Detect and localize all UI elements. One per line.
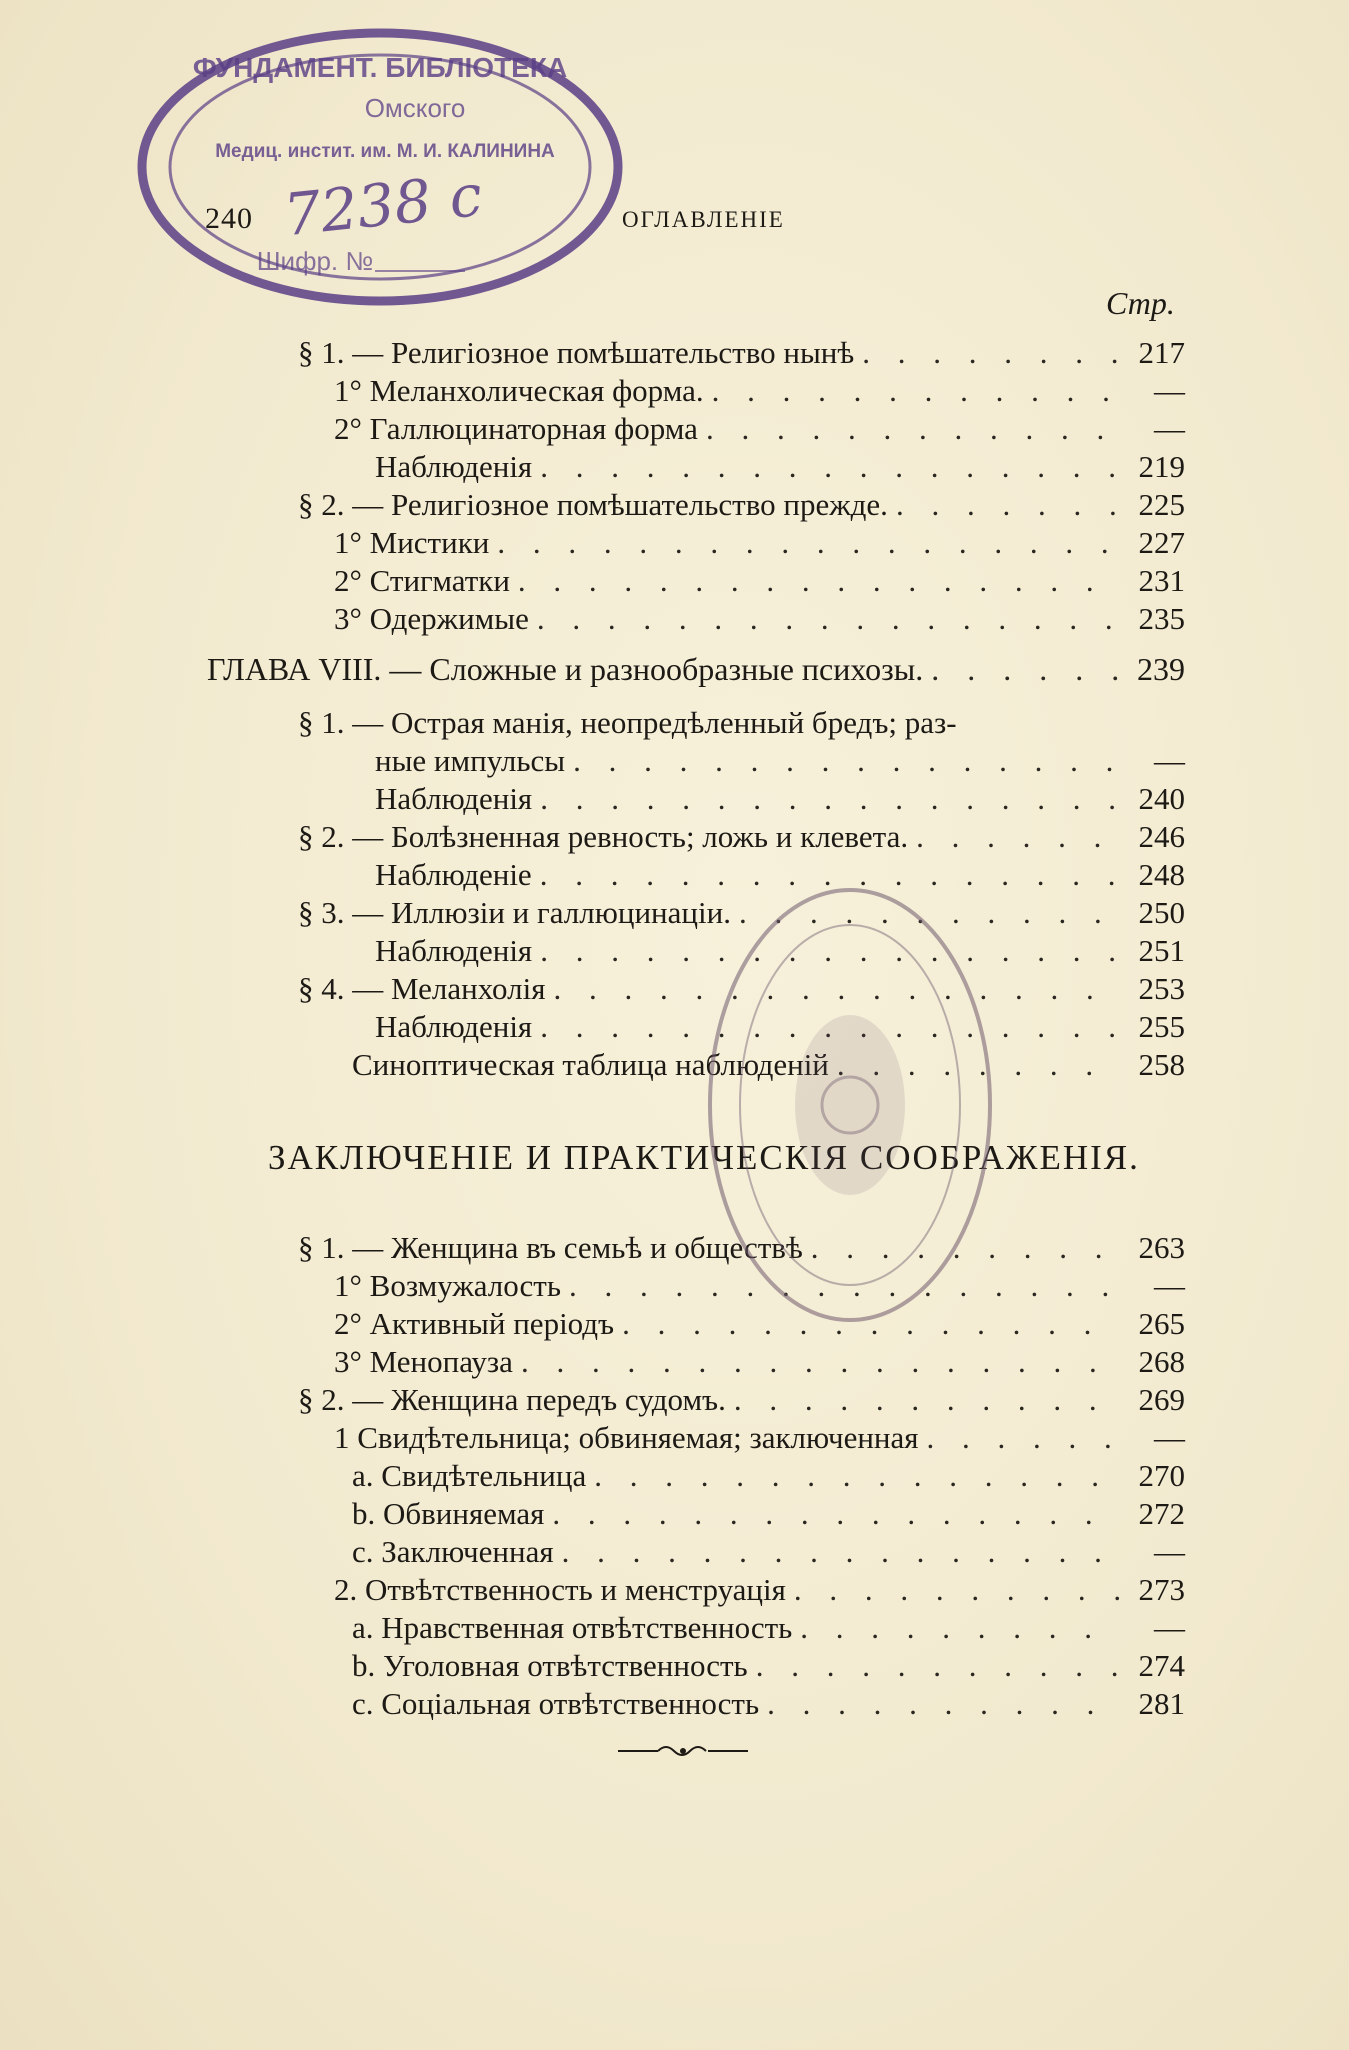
- stamp-top-text: ФУНДАМЕНТ. БИБЛІОТЕКА: [192, 52, 568, 83]
- toc-entry: [352, 1496, 1185, 1536]
- leader-dots: [916, 819, 1121, 855]
- toc-entry-label: 2. Отвѣтственность и менструація: [334, 1572, 786, 1607]
- toc-entry-label: § 1. — Религіозное помѣшательство нынѣ: [298, 335, 855, 370]
- toc-entry-label: b. Уголовная отвѣтственность: [352, 1648, 748, 1683]
- stamp-mid-text: Омского: [364, 93, 466, 123]
- leader-dots: [540, 781, 1121, 817]
- toc-entry-page: 270: [1138, 1458, 1185, 1493]
- toc-entry-page: 265: [1138, 1306, 1185, 1341]
- toc-entry: [352, 1686, 1185, 1726]
- toc-entry-page: —: [1154, 1610, 1185, 1645]
- toc-entry: [352, 1648, 1185, 1688]
- toc-entry: [375, 449, 1185, 489]
- conclusion-heading: ЗАКЛЮЧЕНІЕ И ПРАКТИЧЕСКІЯ СООБРАЖЕНІЯ.: [268, 1138, 1140, 1177]
- toc-entry-label: ные импульсы: [375, 743, 566, 778]
- toc-entry-page: —: [1154, 1268, 1185, 1303]
- toc-entry-label: 3° Менопауза: [334, 1344, 513, 1379]
- toc-entry-label: § 1. — Острая манія, неопредѣленный бредъ; раз-: [298, 705, 957, 740]
- closing-ornament: [618, 1740, 748, 1762]
- toc-entry-label: c. Соціальная отвѣтственность: [352, 1686, 760, 1721]
- leader-dots: [552, 1496, 1121, 1532]
- leader-dots: [706, 411, 1121, 447]
- toc-entry-page: 263: [1138, 1230, 1185, 1265]
- toc-entry-label: a. Нравственная отвѣтственность: [352, 1610, 793, 1645]
- leader-dots: [734, 1382, 1121, 1418]
- leader-dots: [497, 525, 1121, 561]
- toc-entry-label: § 2. — Болѣзненная ревность; ложь и клевета.: [298, 819, 909, 854]
- toc-entry-label: 1 Свидѣтельница; обвиняемая; заключенная: [334, 1420, 919, 1455]
- toc-entry: [298, 487, 1185, 527]
- toc-entry: [375, 743, 1185, 783]
- stamp-ring-text: Медиц. инстит. им. М. И. КАЛИНИНА: [215, 141, 555, 162]
- toc-entry-page: 253: [1138, 971, 1185, 1006]
- toc-entry: [334, 1344, 1185, 1384]
- toc-entry: [298, 335, 1185, 375]
- chapter-heading-entry: [207, 651, 1185, 691]
- toc-entry-page: 219: [1138, 449, 1185, 484]
- toc-entry-label: 1° Меланхолическая форма.: [334, 373, 704, 408]
- leader-dots: [862, 335, 1121, 371]
- toc-entry: [334, 525, 1185, 565]
- toc-entry-page: 235: [1138, 601, 1185, 636]
- toc-entry-label: Наблюденія: [375, 933, 533, 968]
- running-head: ОГЛАВЛЕНІЕ: [622, 207, 785, 232]
- toc-entry: [334, 601, 1185, 641]
- toc-entry-label: § 2. — Женщина передъ судомъ.: [298, 1382, 726, 1417]
- toc-entry-page: 225: [1138, 487, 1185, 522]
- toc-entry: [352, 1534, 1185, 1574]
- toc-entry-label: Наблюденіе: [375, 857, 532, 892]
- leader-dots: [594, 1458, 1121, 1494]
- toc-entry-label: 2° Стигматки: [334, 563, 510, 598]
- leader-dots: [927, 1420, 1121, 1456]
- toc-entry-page: 274: [1138, 1648, 1185, 1683]
- toc-entry-label: § 2. — Религіозное помѣшательство прежде.: [298, 487, 888, 522]
- chapter-page: 239: [1137, 651, 1185, 687]
- toc-entry-label: 1° Возмужалость: [334, 1268, 561, 1303]
- leader-dots: [767, 1686, 1121, 1722]
- page-column-label: Стр.: [1106, 285, 1175, 321]
- toc-entry-page: 255: [1138, 1009, 1185, 1044]
- toc-entry: [375, 781, 1185, 821]
- toc-entry-page: 268: [1138, 1344, 1185, 1379]
- toc-entry: [352, 1610, 1185, 1650]
- toc-entry-label: 1° Мистики: [334, 525, 490, 560]
- toc-entry-label: Наблюденія: [375, 781, 533, 816]
- ornament-graphic: [618, 1740, 748, 1762]
- toc-entry: [352, 1458, 1185, 1498]
- toc-entry-page: 248: [1138, 857, 1185, 892]
- toc-entry: [334, 1572, 1185, 1612]
- leader-dots: [573, 743, 1121, 779]
- leader-dots: [540, 449, 1121, 485]
- toc-entry-label: § 3. — Иллюзіи и галлюцинаціи.: [298, 895, 731, 930]
- toc-entry-page: —: [1154, 411, 1185, 446]
- toc-entry-page: 272: [1138, 1496, 1185, 1531]
- leader-dots: [794, 1572, 1121, 1608]
- toc-entry-label: § 1. — Женщина въ семьѣ и обществѣ: [298, 1230, 803, 1265]
- page-number: 240: [205, 202, 253, 235]
- toc-entry-label: Синоптическая таблица наблюденій: [352, 1047, 829, 1082]
- leader-dots: [712, 373, 1121, 409]
- leader-dots: [756, 1648, 1121, 1684]
- leader-dots: [896, 487, 1121, 523]
- toc-entry-page: 246: [1138, 819, 1185, 854]
- toc-entry-label: a. Свидѣтельница: [352, 1458, 587, 1493]
- toc-entry-page: 258: [1138, 1047, 1185, 1082]
- toc-entry: [334, 563, 1185, 603]
- toc-entry-label: c. Заключенная: [352, 1534, 554, 1569]
- stamp-inventory-number: 7238 с: [280, 160, 486, 250]
- toc-entry: [334, 1420, 1185, 1460]
- toc-entry: [298, 705, 1185, 745]
- library-stamp: [135, 25, 625, 310]
- toc-entry-label: 2° Галлюцинаторная форма: [334, 411, 698, 446]
- leader-dots: [521, 1344, 1121, 1380]
- toc-entry: [334, 373, 1185, 413]
- stamp-cipher-label: Шифр. №: [256, 246, 374, 276]
- toc-entry-label: Наблюденія: [375, 1009, 533, 1044]
- leader-dots: [518, 563, 1121, 599]
- toc-entry-page: 281: [1138, 1686, 1185, 1721]
- toc-entry-page: 250: [1138, 895, 1185, 930]
- toc-entry: [298, 819, 1185, 859]
- toc-entry-page: —: [1154, 1534, 1185, 1569]
- toc-entry-page: 231: [1138, 563, 1185, 598]
- toc-entry-page: —: [1154, 373, 1185, 408]
- toc-entry-label: 2° Активный періодъ: [334, 1306, 615, 1341]
- leader-dots: [537, 601, 1121, 637]
- toc-entry-page: —: [1154, 1420, 1185, 1455]
- chapter-label: ГЛАВА VIII. — Сложные и разнообразные психозы.: [207, 651, 924, 687]
- leader-dots: [931, 651, 1121, 688]
- library-seal: [700, 880, 1000, 1330]
- toc-entry-label: b. Обвиняемая: [352, 1496, 545, 1531]
- toc-entry-page: 227: [1138, 525, 1185, 560]
- toc-entry: [298, 1382, 1185, 1422]
- toc-entry-page: 217: [1138, 335, 1185, 370]
- toc-entry-page: 251: [1138, 933, 1185, 968]
- toc-entry-label: Наблюденія: [375, 449, 533, 484]
- leader-dots: [562, 1534, 1121, 1570]
- leader-dots: [800, 1610, 1121, 1646]
- toc-entry-page: —: [1154, 743, 1185, 778]
- toc-entry-page: 269: [1138, 1382, 1185, 1417]
- toc-entry: [334, 411, 1185, 451]
- toc-entry-page: 273: [1138, 1572, 1185, 1607]
- toc-entry-label: 3° Одержимые: [334, 601, 529, 636]
- toc-entry-label: § 4. — Меланхолія: [298, 971, 546, 1006]
- toc-entry-page: 240: [1138, 781, 1185, 816]
